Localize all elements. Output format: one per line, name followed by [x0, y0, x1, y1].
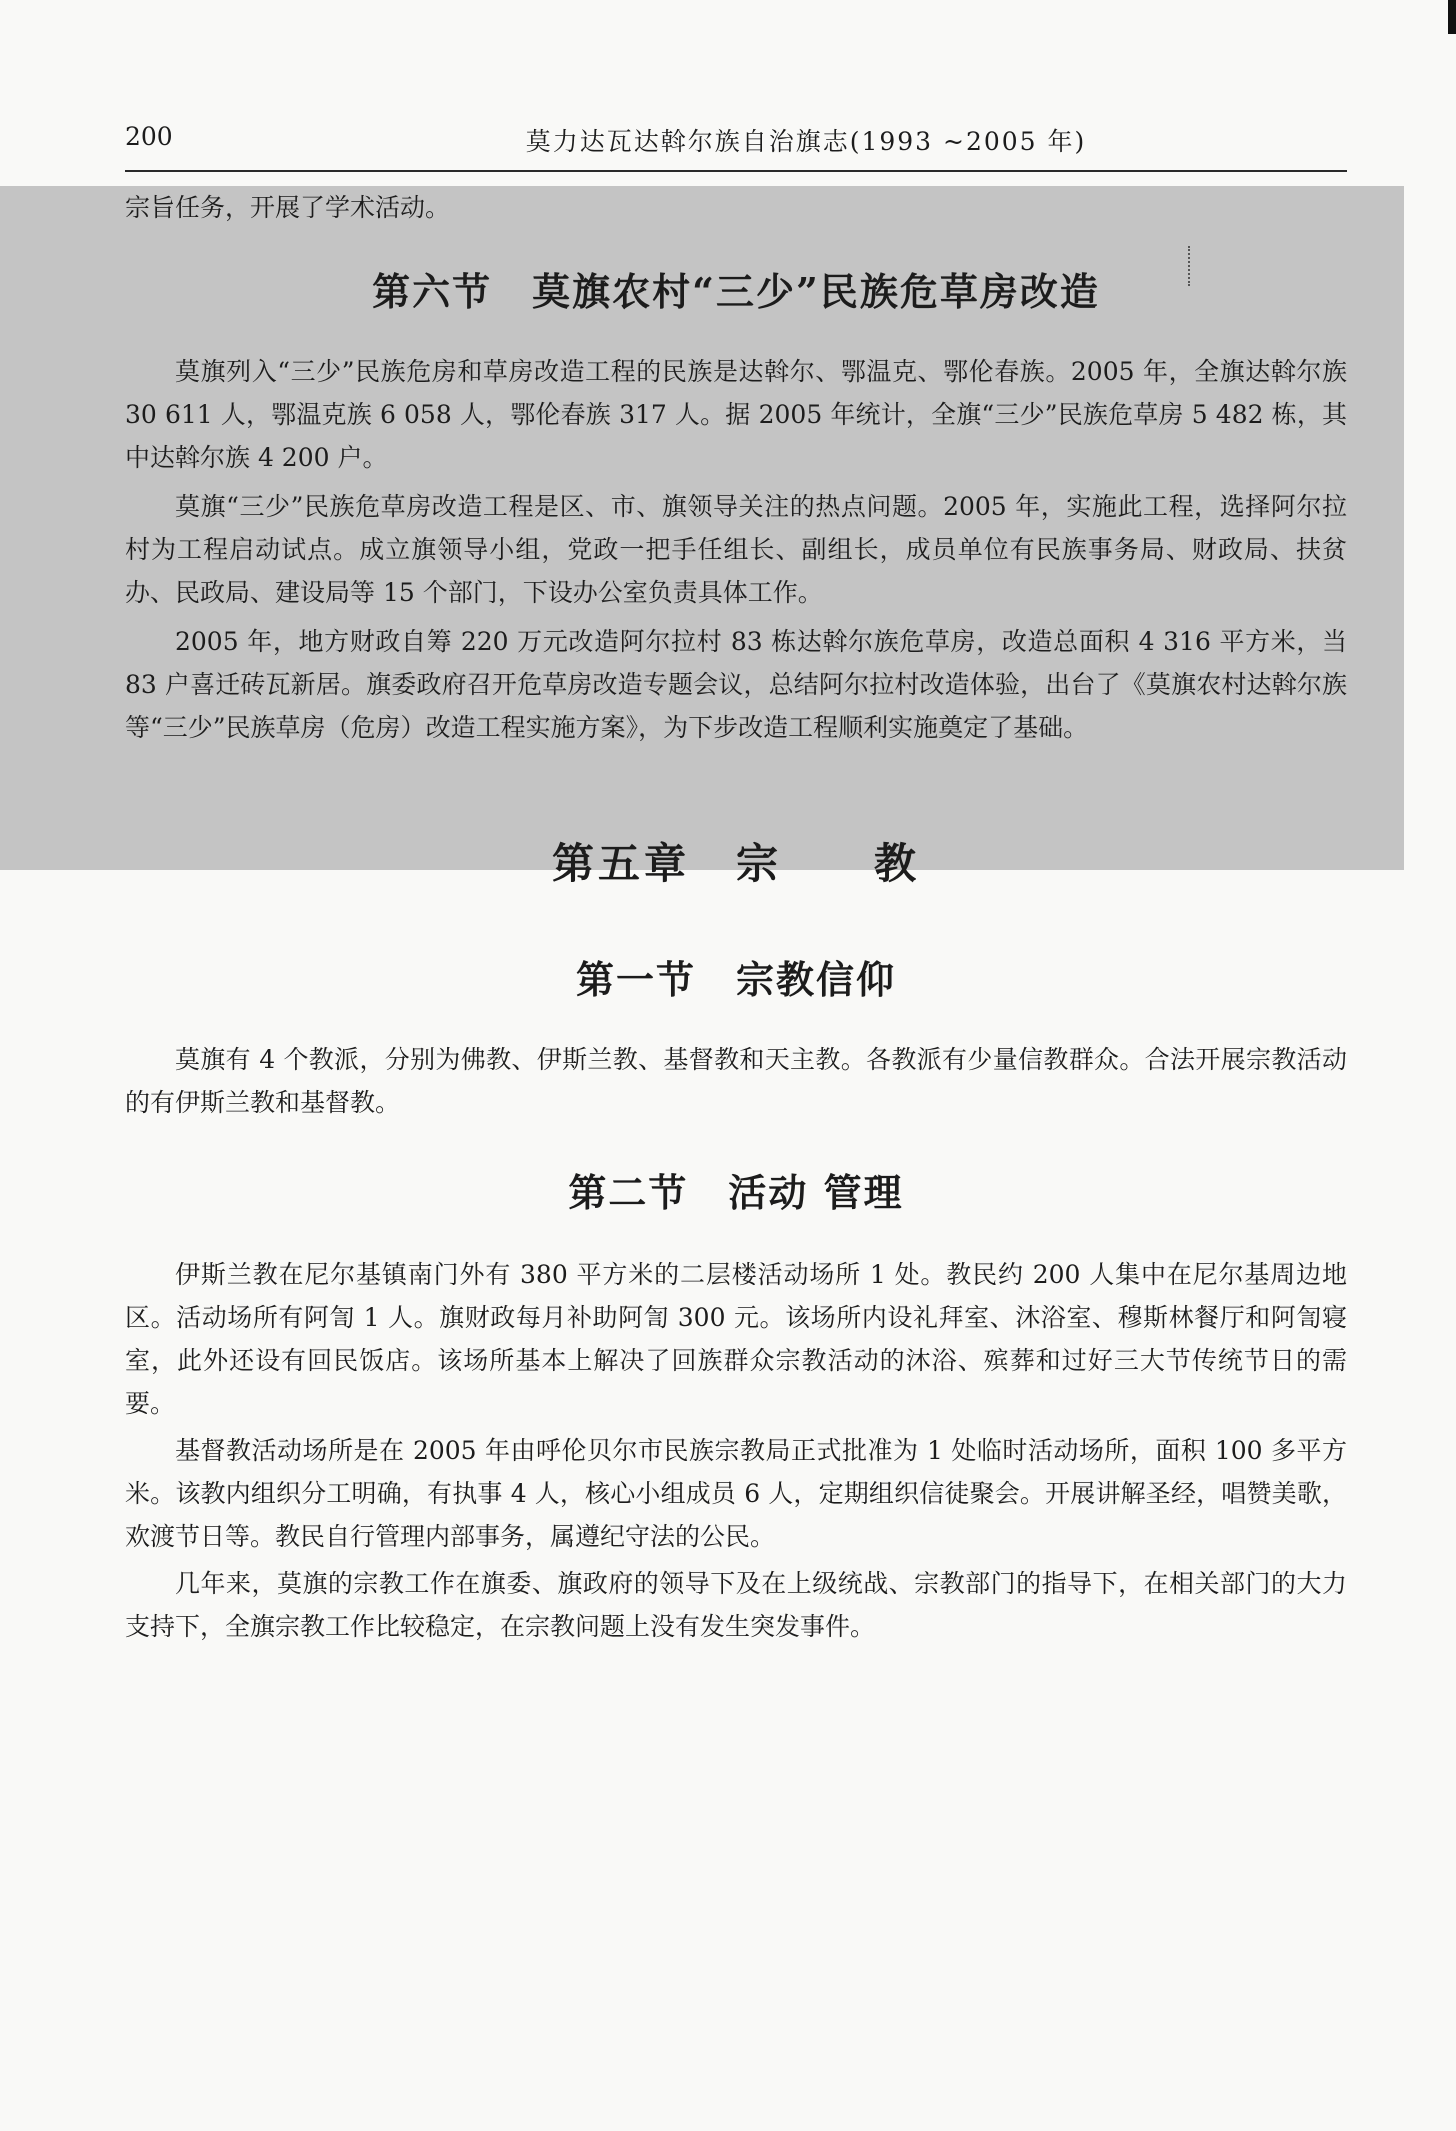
paragraph: 莫旗有 4 个教派，分别为佛教、伊斯兰教、基督教和天主教。各教派有少量信教群众。合法开展宗教活动的有伊斯兰教和基督教。: [125, 1045, 1347, 1117]
paragraph: 莫旗“三少”民族危草房改造工程是区、市、旗领导关注的热点问题。2005 年，实施此工程，选择阿尔拉村为工程启动试点。成立旗领导小组，党政一把手任组长、副组长，成员单位有民族事务局、财政局、扶贫办、民政局、建设局等 15 个部门，下设办公室负责具体工作。: [125, 492, 1347, 607]
page-number: 200: [125, 122, 173, 151]
page-header: [125, 122, 1347, 166]
running-title: 莫力达瓦达斡尔族自治旗志(1993 ~2005 年): [525, 127, 1087, 156]
header-rule: [125, 170, 1347, 172]
paragraph: 莫旗列入“三少”民族危房和草房改造工程的民族是达斡尔、鄂温克、鄂伦春族。2005 年，全旗达斡尔族 30 611 人，鄂温克族 6 058 人，鄂伦春族 317 人。据 2005 年统计，全旗“三少”民族危草房 5 482 栋，其中达斡尔族 4 200 户。: [125, 357, 1347, 472]
section-2-body: [125, 1253, 1347, 1648]
section-6-title: 第六节 莫旗农村“三少”民族危草房改造: [372, 269, 1100, 314]
paragraph: 伊斯兰教在尼尔基镇南门外有 380 平方米的二层楼活动场所 1 处。教民约 200 人集中在尼尔基周边地区。活动场所有阿訇 1 人。旗财政每月补助阿訇 300 元。该场所内设礼拜室、沐浴室、穆斯林餐厅和阿訇寝室，此外还设有回民饭店。该场所基本上解决了回族群众宗教活动的沐浴、殡葬和过好三大节传统节日的需要。: [125, 1260, 1347, 1418]
paragraph: 几年来，莫旗的宗教工作在旗委、旗政府的领导下及在上级统战、宗教部门的指导下，在相关部门的大力支持下，全旗宗教工作比较稳定，在宗教问题上没有发生突发事件。: [125, 1569, 1347, 1641]
paragraph: 基督教活动场所是在 2005 年由呼伦贝尔市民族宗教局正式批准为 1 处临时活动场所，面积 100 多平方米。该教内组织分工明确，有执事 4 人，核心小组成员 6 人，定期组织信徒聚会。开展讲解圣经，唱赞美歌，欢渡节日等。教民自行管理内部事务，属遵纪守法的公民。: [125, 1436, 1347, 1551]
page-body: [125, 186, 1347, 1648]
scan-edge-mark: [1448, 0, 1456, 34]
section-1-body: [125, 1038, 1347, 1124]
chapter-5-title: 第五章 宗 教: [551, 839, 920, 888]
section-1-title: 第一节 宗教信仰: [575, 957, 896, 1002]
paragraph: 2005 年，地方财政自筹 220 万元改造阿尔拉村 83 栋达斡尔族危草房，改造总面积 4 316 平方米，当 83 户喜迁砖瓦新居。旗委政府召开危草房改造专题会议，总结阿尔拉村改造体验，出台了《莫旗农村达斡尔族等“三少”民族草房（危房）改造工程实施方案》，为下步改造工程顺利实施奠定了基础。: [125, 627, 1347, 742]
intro-line: 宗旨任务，开展了学术活动。: [125, 193, 451, 222]
section-6-body: [125, 350, 1347, 749]
section-2-title: 第二节 活动 管理: [568, 1170, 904, 1215]
